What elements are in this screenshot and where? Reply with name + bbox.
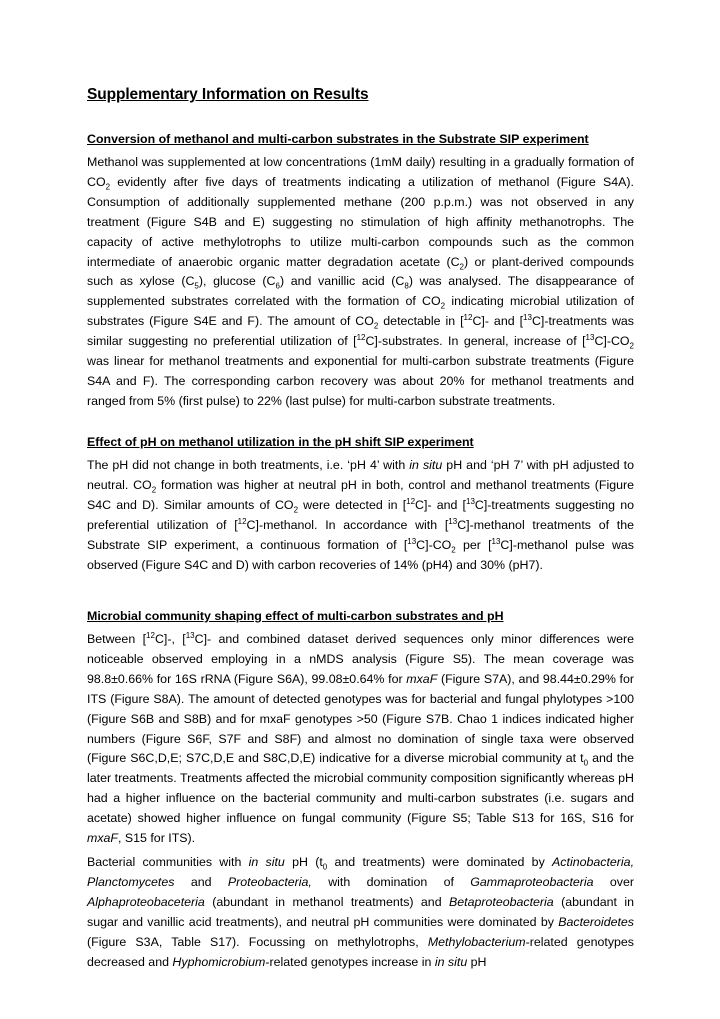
section-ph-shift-sip bbox=[87, 434, 634, 575]
section-heading: Conversion of methanol and multi-carbon substrates in the Substrate SIP experiment bbox=[87, 132, 589, 146]
section-heading: Microbial community shaping effect of multi-carbon substrates and pH bbox=[87, 609, 504, 623]
section-paragraph: Methanol was supplemented at low concentrations (1mM daily) resulting in a gradually formation of $CO_2$ evidently after five days of treatments indicating a utilization of methanol (Figure S4A). Consumption of additionally supplemented methane (200 p.p.m.) was not observed in any treatment (Figure S4B and E) suggesting no stimulation of high affinity methanotrophs. The capacity of active methylotrophs to utilize multi-carbon compounds such as the common intermediate of anaerobic organic matter degradation acetate $(C_2)$ or plant-derived compounds such as xylose $(C_5)$, glucose $(C_6)$ and vanillic acid $(C_8)$ was analysed. The disappearance of supplemented substrates correlated with the formation of $CO_2$ indicating microbial utilization of substrates (Figure S4E and F). The amount of $CO_2$ detectable in [$^{12}$C]- and [$^{13}$C]-treatments was similar suggesting no preferential utilization of [$^{12}$C]-substrates. In general, increase of $[^{13}C]-CO_2$ was linear for methanol treatments and exponential for multi-carbon substrate treatments (Figure S4A and F). The corresponding carbon recovery was about 20% for methanol treatments and ranged from 5% (first pulse) to 22% (last pulse) for multi-carbon substrate treatments. bbox=[87, 155, 635, 408]
section-paragraph: The pH did not change in both treatments, i.e. ‘pH 4’ with in situ pH and ‘pH 7’ with pH adjusted to neutral. $CO_2$ formation was higher at neutral pH in both, control and methanol treatments (Figure S4C and D). Similar amounts of $CO_2$ were detected in [$^{12}$C]- and [$^{13}$C]-treatments suggesting no preferential utilization of [$^{12}$C]-methanol. In accordance with [$^{13}$C]-methanol treatments of the Substrate SIP experiment, a continuous formation of $[^{13}C]-CO_2$ per [$^{13}$C]-methanol pulse was observed (Figure S4C and D) with carbon recoveries of 14% (pH4) and 30% (pH7). bbox=[87, 458, 635, 572]
section-heading: Effect of pH on methanol utilization in the pH shift SIP experiment bbox=[87, 435, 474, 449]
section-substrate-sip bbox=[87, 131, 634, 412]
section-paragraph: Bacterial communities with in situ pH ($t_0$ and treatments) were dominated by Actinobacteria, Planctomycetes and Proteobacteria, with domination of Gammaproteobacteria over Alphaproteobaceteria (abundant in methanol treatments) and Betaproteobacteria (abundant in sugar and vanillic acid treatments), and neutral pH communities were dominated by Bacteroidetes (Figure S3A, Table S17). Focussing on methylotrophs, Methylobacterium-related genotypes decreased and Hyphomicrobium-related genotypes increase in in situ pH bbox=[87, 854, 635, 969]
section-paragraph: Between [$^{12}$C]-, [$^{13}$C]- and combined dataset derived sequences only minor differences were noticeable observed employing in a nMDS analysis (Figure S5). The mean coverage was 98.8±0.66% for 16S rRNA (Figure S6A), 99.08±0.64% for mxaF (Figure S7A), and 98.44±0.29% for ITS (Figure S8A). The amount of detected genotypes was for bacterial and fungal phylotypes >100 (Figure S6B and S8B) and for mxaF genotypes >50 (Figure S7B. Chao 1 indices indicated higher numbers (Figure S6F, S7F and S8F) and almost no domination of single taxa were observed (Figure S6C,D,E; S7C,D,E and S8C,D,E) indicative for a diverse microbial community at $t_0$ and the later treatments. Treatments affected the microbial community composition significantly whereas pH had a higher influence on the bacterial community and multi-carbon substrates (i.e. sugars and acetate) showed higher influence on fungal community (Figure S5; Table S13 for 16S, S16 for mxaF, S15 for ITS). bbox=[87, 630, 634, 846]
page-title: Supplementary Information on Results bbox=[87, 86, 369, 103]
section-community-shaping bbox=[87, 608, 634, 972]
